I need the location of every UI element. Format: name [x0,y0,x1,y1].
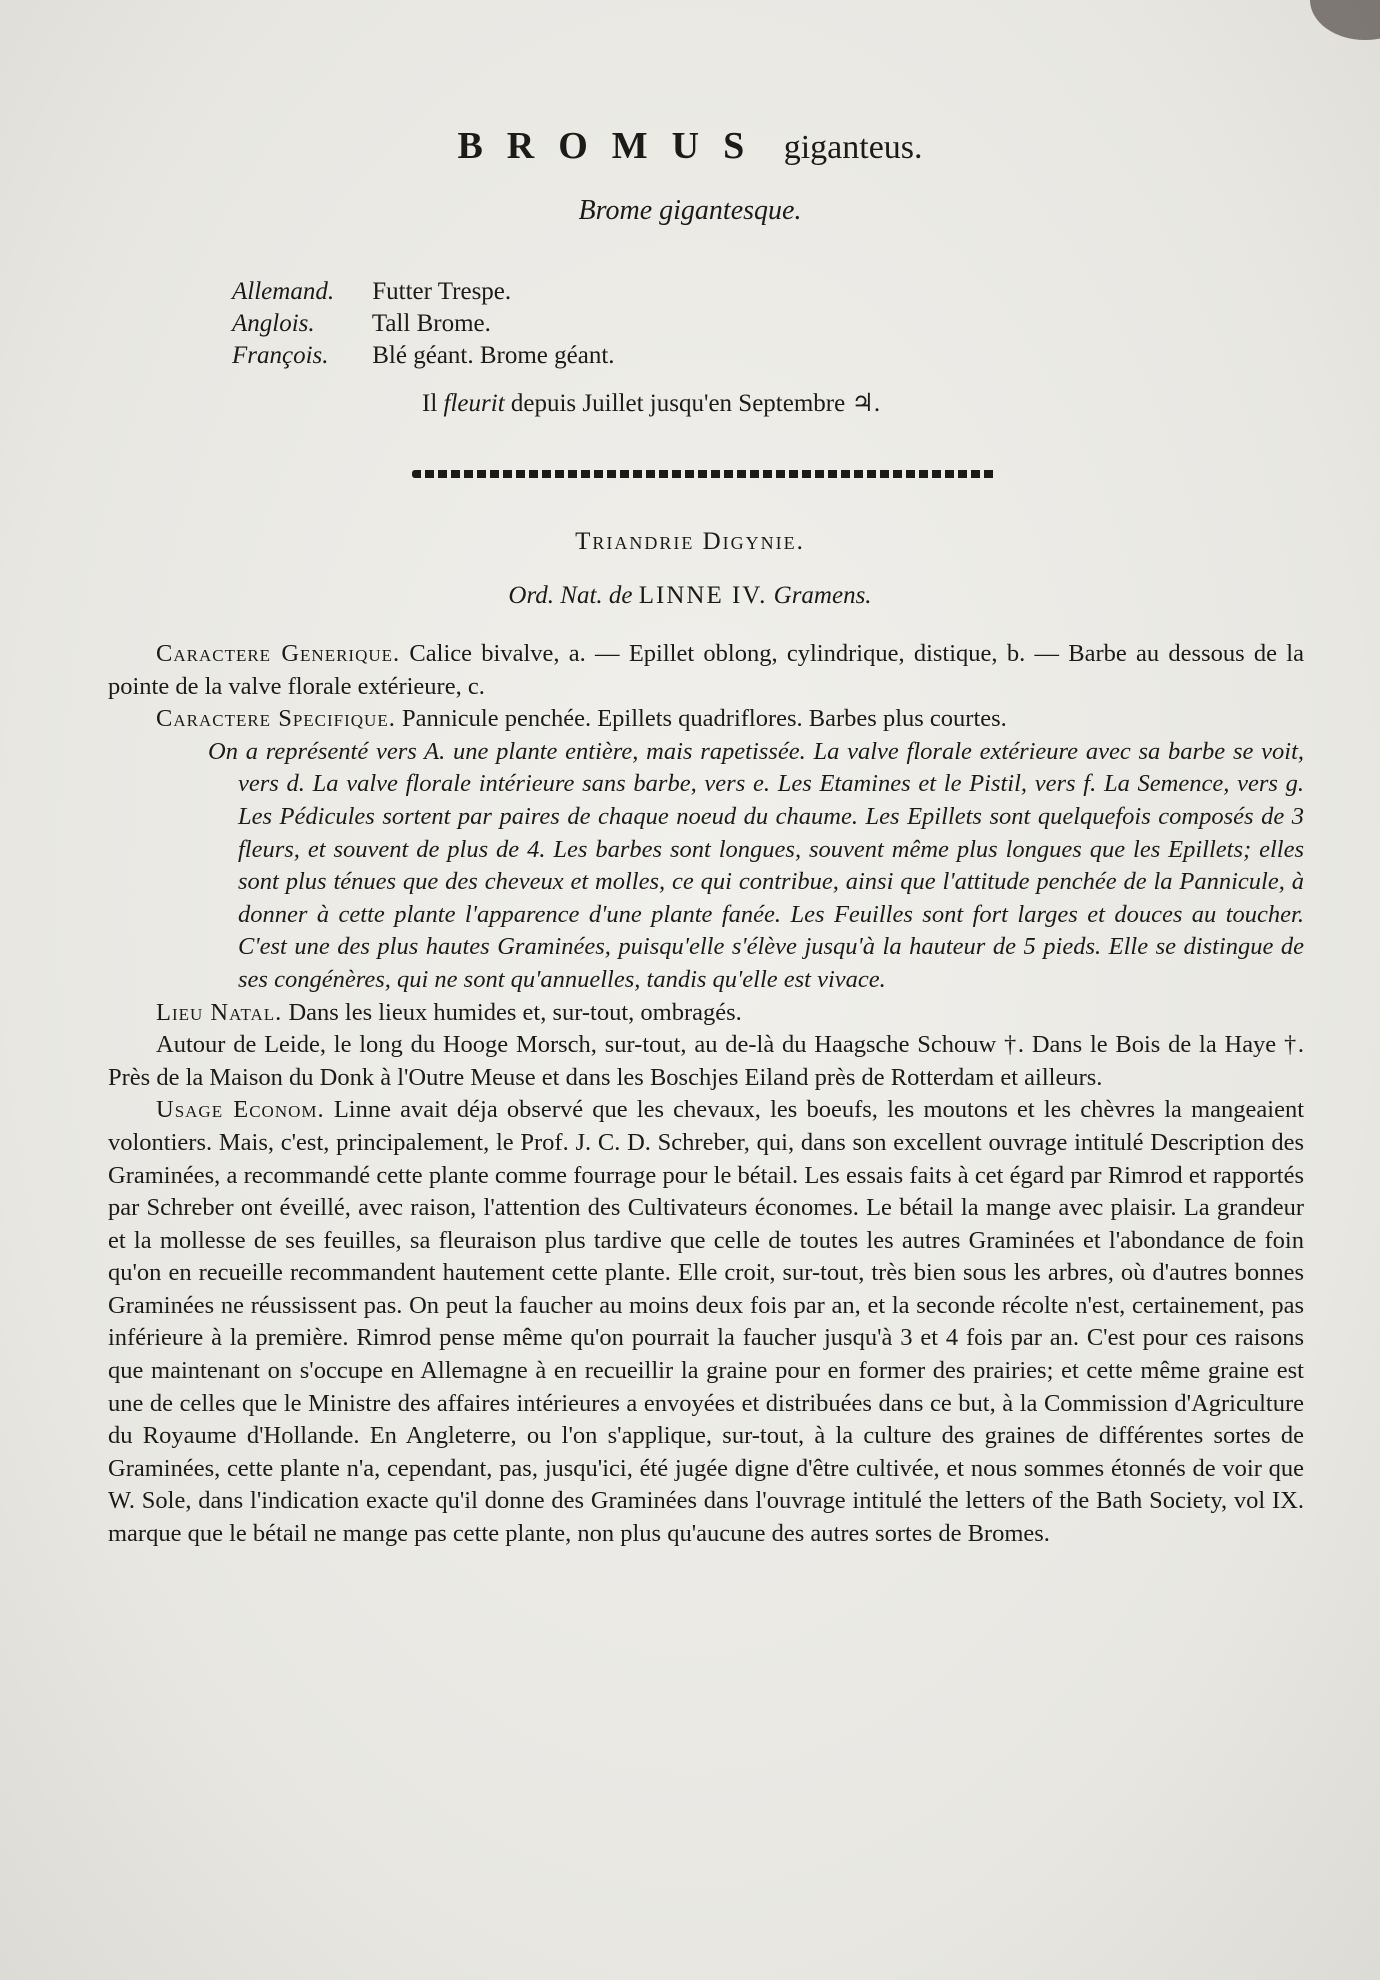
specific-character [108,703,1304,736]
flowering-pre: Il [422,390,438,417]
generic-text: Calice bivalve, a. — Epillet oblong, cylindrique, distique, b. — Barbe au dessous de la pointe de la valve florale extérieure, c. [108,640,1304,700]
habitat [108,997,1304,1030]
habitat-text: Dans les lieux humides et, sur-tout, ombragés. [288,998,742,1026]
species-name: giganteus. [783,129,923,166]
french-common-name: Brome gigantesque. [578,195,802,226]
habitat-label: Lieu Natal. [156,998,283,1026]
specific-label: Caractere Specifique. [156,705,396,733]
vernacular-name: Blé géant. Brome géant. [372,342,615,369]
usage-text: Linne avait déja observé que les chevaux, les boeufs, les moutons et les chèvres la mangeaient volontiers. Mais, c'est, principalement, le Prof. J. C. D. Schreber, qui, dans son excellent ouvrage intitulé Description des Graminées, a recommandé cette plante comme fourrage pour le bétail. Les essais faits à cet égard par Rimrod et rapportés par Schreber ont éveillé, avec raison, l'attention des Cultivateurs économes. Le bétail la mange avec plaisir. La grandeur et la mollesse de ses feuilles, sa fleuraison plus tardive que celle de toutes les autres Graminées et l'abondance de foin qu'on en recueille recommandent hautement cette plante. Elle croit, sur-tout, très bien sous les arbres, où d'autres bonnes Graminées ne réussissent pas. On peut la faucher au moins deux fois par an, et la seconde récolte n'est, certainement, pas inférieure à la première. Rimrod pense même qu'on pourrait la faucher jusqu'à 3 et 4 fois par an. C'est pour ces raisons que maintenant on s'occupe en Allemagne à en recueillir la graine pour en former des prairies; et cette même graine est une de celles que le Ministre des affaires intérieures a envoyées et distribuées dans ce but, à la Commission d'Agriculture du Royaume d'Hollande. En Angleterre, ou l'on s'applique, sur-tout, à la culture des graines de différentes sortes de Graminées, cette plante n'a, cependant, pas, jusqu'ici, été jugée digne d'être cultivée, et nous sommes étonnés de voir que W. Sole, dans l'indication exacte qu'il donne des Graminées dans l'ouvrage intitulé the letters of the Bath Society, vol IX. marque que le bétail ne mange pas cette plante, non plus qu'aucune des autres sortes de Bromes. [108,1096,1304,1548]
vernacular-row-english [232,308,615,340]
flowering-post: depuis Juillet jusqu'en Septembre ♃. [510,390,881,417]
vernacular-names [232,276,615,372]
language-label: Anglois. [232,310,315,337]
order-prefix: Ord. Nat. de [508,582,633,609]
page-title [0,124,1380,168]
vernacular-name: Futter Trespe. [372,278,512,305]
vernacular-row-french [232,340,615,372]
linnaean-class: Triandrie Digynie. [575,528,805,555]
generic-label: Caractere Generique. [156,640,401,667]
page-corner-shadow [1310,0,1380,40]
plate-description: On a représenté vers A. une plante entière, mais rapetissée. La valve florale extérieure avec sa barbe se voit, vers d. La valve florale intérieure sans barbe, vers e. Les Etamines et le Pistil, vers f. La Semence, vers g. Les Pédicules sortent par paires de chaque noeud du chaume. Les Epillets sont quelquefois composés de 3 fleurs, et souvent de plus de 4. Les barbes sont longues, souvent même plus longues que les Epillets; elles sont plus ténues que des cheveux et molles, ce qui contribue, ainsi que l'attitude penchée de la Pannicule, à donner à cette plante l'apparence d'une plante fanée. Les Feuilles sont fort larges et douces au toucher. C'est une des plus hautes Graminées, puisqu'elle s'élève jusqu'à la hauteur de 5 pieds. Elle se distingue de ses congénères, qui ne sont qu'annuelles, tandis qu'elle est vivace. [208,737,1304,993]
language-label: Allemand. [232,278,335,305]
natural-order [0,582,1380,610]
generic-character [108,638,1304,703]
flowering-period [422,388,880,418]
vernacular-row-german [232,276,615,308]
language-label: François. [232,342,329,369]
vernacular-name: Tall Brome. [371,310,491,337]
specific-text: Pannicule penchée. Epillets quadriflores. Barbes plus courtes. [401,705,1007,733]
order-name: Gramens. [773,582,872,609]
order-linne: LINNE IV. [638,582,768,609]
genus-name: BROMUS [457,125,769,167]
flowering-verb: fleurit [443,390,505,417]
ornamental-divider [412,470,996,478]
economic-use [108,1094,1304,1550]
localities: Autour de Leide, le long du Hooge Morsch, sur-tout, au de-là du Haagsche Schouw †. Dans le Bois de la Haye †. Près de la Maison du Donk à l'Outre Meuse et dans les Boschjes Eiland près de Rotterdam et ailleurs. [108,1031,1304,1091]
usage-label: Usage Econom. [156,1096,325,1124]
main-text [108,638,1304,1551]
